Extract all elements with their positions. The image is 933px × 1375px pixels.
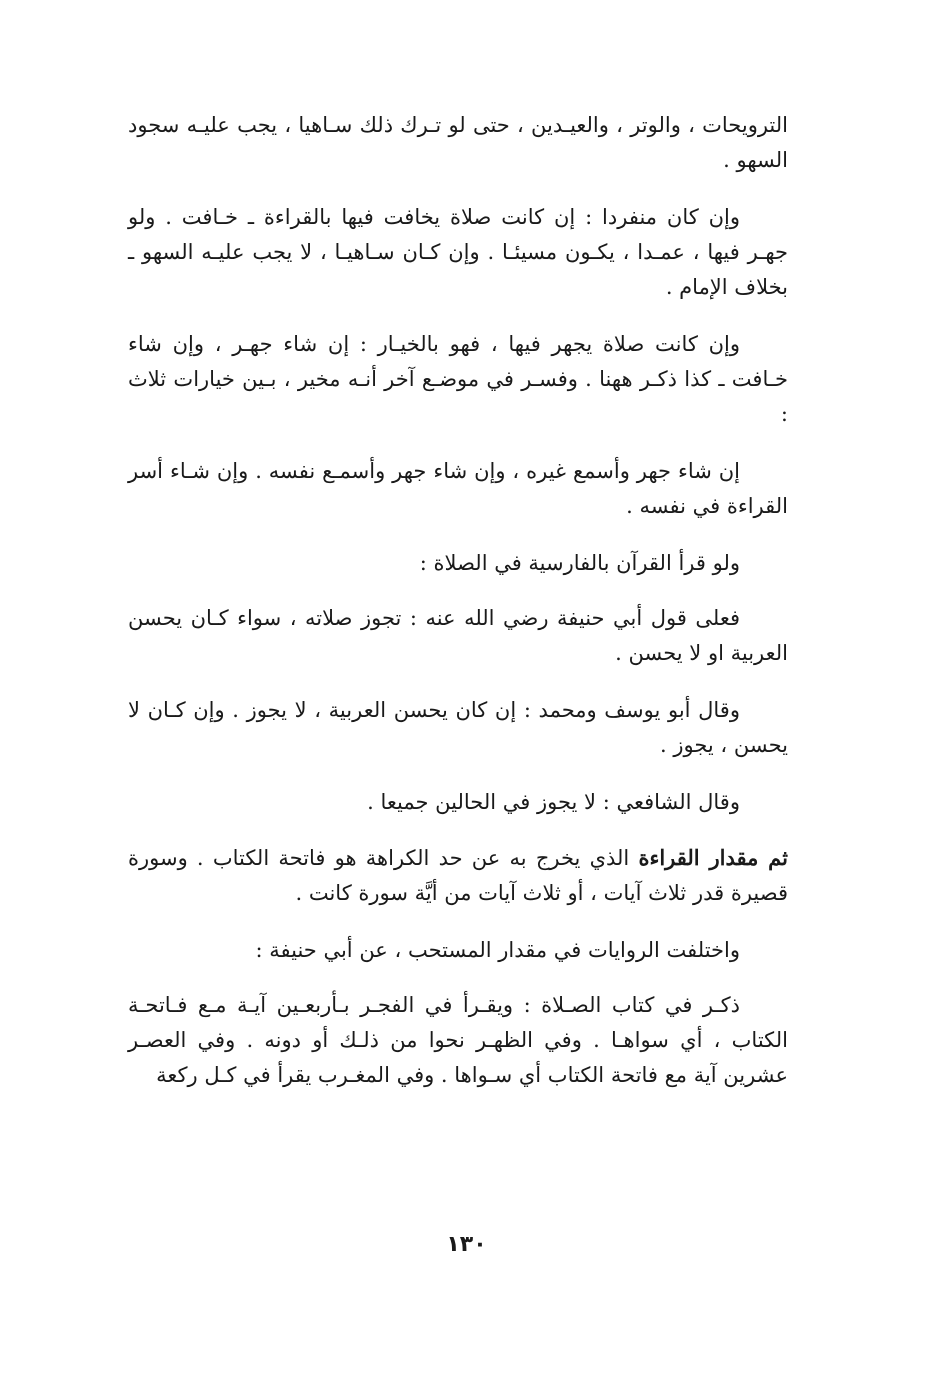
paragraph-10: واختلفت الروايات في مقدار المستحب ، عن أبي حنيفة :: [255, 938, 740, 962]
section-heading-inline: ثم مقدار القراءة: [638, 845, 788, 870]
paragraph-6: فعلى قول أبي حنيفة رضي الله عنه : تجوز صلاته ، سواء كـان يحسن العربية او لا يحسن .: [128, 606, 788, 665]
paragraph-11: ذكـر في كتاب الصـلاة : ويقـرأ في الفجـر بـأربعـين آيـة مـع فـاتحـة الكتاب ، أي سواهـا . وفي الظهـر نحوا من ذلـك أو دونه . وفي العصـر عشرين آية مع فاتحة الكتاب أي سـواها . وفي المغـرب يقرأ في كـل ركعة: [128, 993, 788, 1087]
paragraph-7: وقال أبو يوسف ومحمد : إن كان يحسن العربية ، لا يجوز . وإن كـان لا يحسن ، يجوز .: [128, 698, 788, 757]
paragraph-3: وإن كانت صلاة يجهر فيها ، فهو بالخيـار : إن شاء جهـر ، وإن شاء خـافت ـ كذا ذكـر ههنا . وفسـر في موضـع آخر أنـه مخير ، بـين خيارات ثلاث :: [128, 332, 788, 426]
paragraph-5: ولو قرأ القرآن بالفارسية في الصلاة :: [419, 551, 740, 575]
paragraph-1: الترويحات ، والوتر ، والعيـدين ، حتى لو تـرك ذلك سـاهيا ، يجب عليـه سجود السهو .: [128, 113, 788, 172]
paragraph-8: وقال الشافعي : لا يجوز في الحالين جميعا .: [367, 790, 740, 814]
paragraph-9-text: الذي يخرج به عن حد الكراهة هو فاتحة الكتاب . وسورة قصيرة قدر ثلاث آيات ، أو ثلاث آيات من أيَّة سورة كانت .: [128, 846, 788, 905]
paragraph-4: إن شاء جهر وأسمع غيره ، وإن شاء جهر وأسمـع نفسه . وإن شـاء أسر القراءة في نفسه .: [128, 459, 788, 518]
paragraph-2: وإن كان منفردا : إن كانت صلاة يخافت فيها بالقراءة ـ خـافت . ولو جهـر فيها ، عمـدا ، يكـون مسيئـا . وإن كـان سـاهيـا ، لا يجب عليـه السهو ـ بخلاف الإمام .: [128, 205, 788, 299]
paragraph-9: [128, 840, 788, 911]
page-number: ١٣٠: [446, 1232, 487, 1257]
body-text: [128, 108, 788, 1115]
